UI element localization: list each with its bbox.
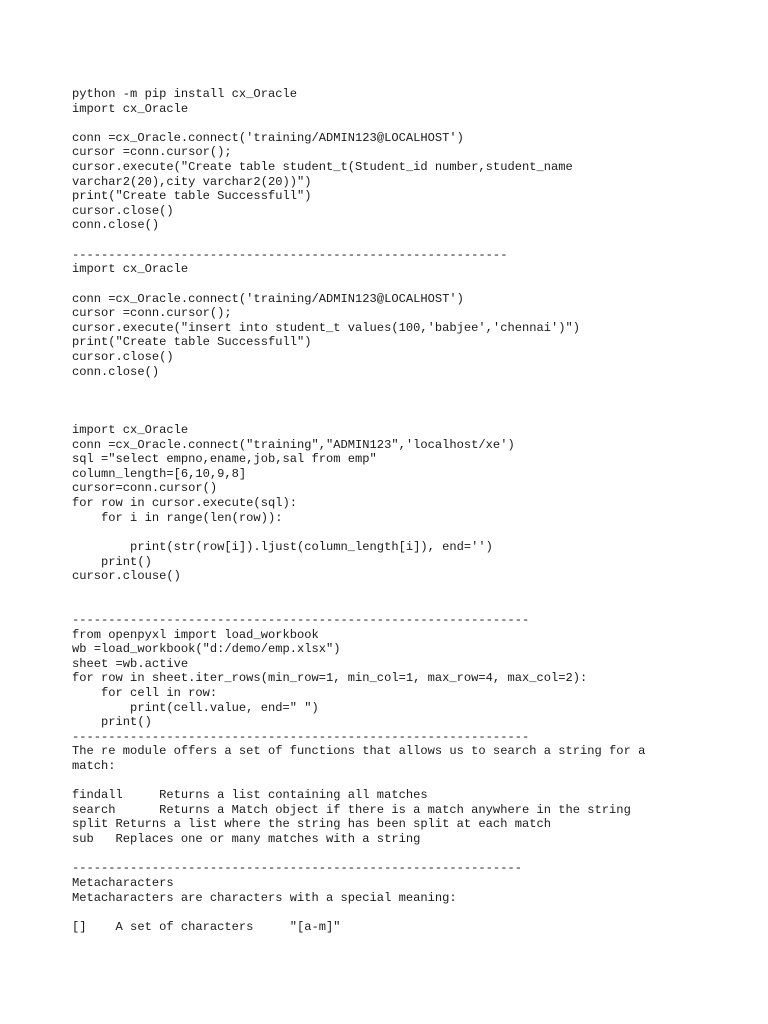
document-line: cursor.execute("insert into student_t values(100,'babjee','chennai')") bbox=[72, 320, 581, 335]
document-line: for row in sheet.iter_rows(min_row=1, min_col=1, max_row=4, max_col=2): bbox=[72, 671, 588, 686]
document-line: python -m pip install cx_Oracle bbox=[72, 87, 297, 101]
document-line bbox=[72, 525, 645, 540]
document-line: search Returns a Match object if there is a match anywhere in the string bbox=[72, 802, 631, 817]
document-line: conn =cx_Oracle.connect('training/ADMIN123@LOCALHOST') bbox=[72, 291, 464, 306]
document-line bbox=[72, 379, 645, 394]
document-line: for i in range(len(row)): bbox=[72, 510, 283, 525]
document-line: -------------------------------------------------------------- bbox=[72, 861, 522, 876]
document-line: cursor =conn.cursor(); bbox=[72, 145, 232, 160]
document-line: sub Replaces one or many matches with a string bbox=[72, 832, 421, 847]
document-line: cursor=conn.cursor() bbox=[72, 481, 218, 496]
document-line bbox=[72, 774, 645, 789]
document-line: sheet =wb.active bbox=[72, 656, 189, 671]
document-line: [] A set of characters "[a-m]" bbox=[72, 919, 341, 934]
document-line: for row in cursor.execute(sql): bbox=[72, 496, 297, 511]
document-line bbox=[72, 116, 645, 131]
document-line: conn =cx_Oracle.connect("training","ADMIN123",'localhost/xe') bbox=[72, 437, 515, 452]
document-line: Metacharacters are characters with a special meaning: bbox=[72, 890, 457, 905]
document-line bbox=[72, 233, 645, 248]
document-line: --------------------------------------------------------------- bbox=[72, 612, 530, 627]
document-line bbox=[72, 847, 645, 862]
document-line: cursor.close() bbox=[72, 349, 174, 364]
document-line: import cx_Oracle bbox=[72, 423, 189, 438]
code-document-text bbox=[72, 87, 645, 934]
document-line: print("Create table Successfull") bbox=[72, 335, 312, 350]
document-line: split Returns a list where the string has been split at each match bbox=[72, 817, 551, 832]
document-line bbox=[72, 598, 645, 613]
document-line: cursor.execute("Create table student_t(Student_id number,student_name bbox=[72, 160, 573, 175]
document-line bbox=[72, 584, 645, 599]
document-line: print(str(row[i]).ljust(column_length[i]), end='') bbox=[72, 539, 493, 554]
document-line: conn =cx_Oracle.connect('training/ADMIN123@LOCALHOST') bbox=[72, 130, 464, 145]
document-line: conn.close() bbox=[72, 364, 160, 379]
document-line bbox=[72, 905, 645, 920]
document-line: Metacharacters bbox=[72, 875, 174, 890]
document-line: sql ="select empno,ename,job,sal from emp" bbox=[72, 452, 377, 467]
document-line: The re module offers a set of functions that allows us to search a string for a bbox=[72, 744, 646, 759]
document-line: print("Create table Successfull") bbox=[72, 189, 312, 204]
document-line: conn.close() bbox=[72, 218, 160, 233]
document-line: match: bbox=[72, 759, 116, 774]
document-line: print() bbox=[72, 715, 152, 730]
document-line: cursor.clouse() bbox=[72, 569, 181, 584]
document-line: print(cell.value, end=" ") bbox=[72, 700, 319, 715]
document-line: cursor =conn.cursor(); bbox=[72, 306, 232, 321]
document-line: print() bbox=[72, 554, 152, 569]
document-line: import cx_Oracle bbox=[72, 101, 189, 116]
document-line: findall Returns a list containing all matches bbox=[72, 788, 428, 803]
document-line: for cell in row: bbox=[72, 685, 218, 700]
document-line: import cx_Oracle bbox=[72, 262, 189, 277]
document-line bbox=[72, 394, 645, 409]
document-line: varchar2(20),city varchar2(20))") bbox=[72, 174, 312, 189]
document-line bbox=[72, 408, 645, 423]
document-line: wb =load_workbook("d:/demo/emp.xlsx") bbox=[72, 642, 341, 657]
document-line: from openpyxl import load_workbook bbox=[72, 627, 319, 642]
document-line: ------------------------------------------------------------ bbox=[72, 247, 508, 262]
document-line bbox=[72, 277, 645, 292]
document-line: cursor.close() bbox=[72, 203, 174, 218]
document-line: column_length=[6,10,9,8] bbox=[72, 466, 247, 481]
document-line: --------------------------------------------------------------- bbox=[72, 729, 530, 744]
